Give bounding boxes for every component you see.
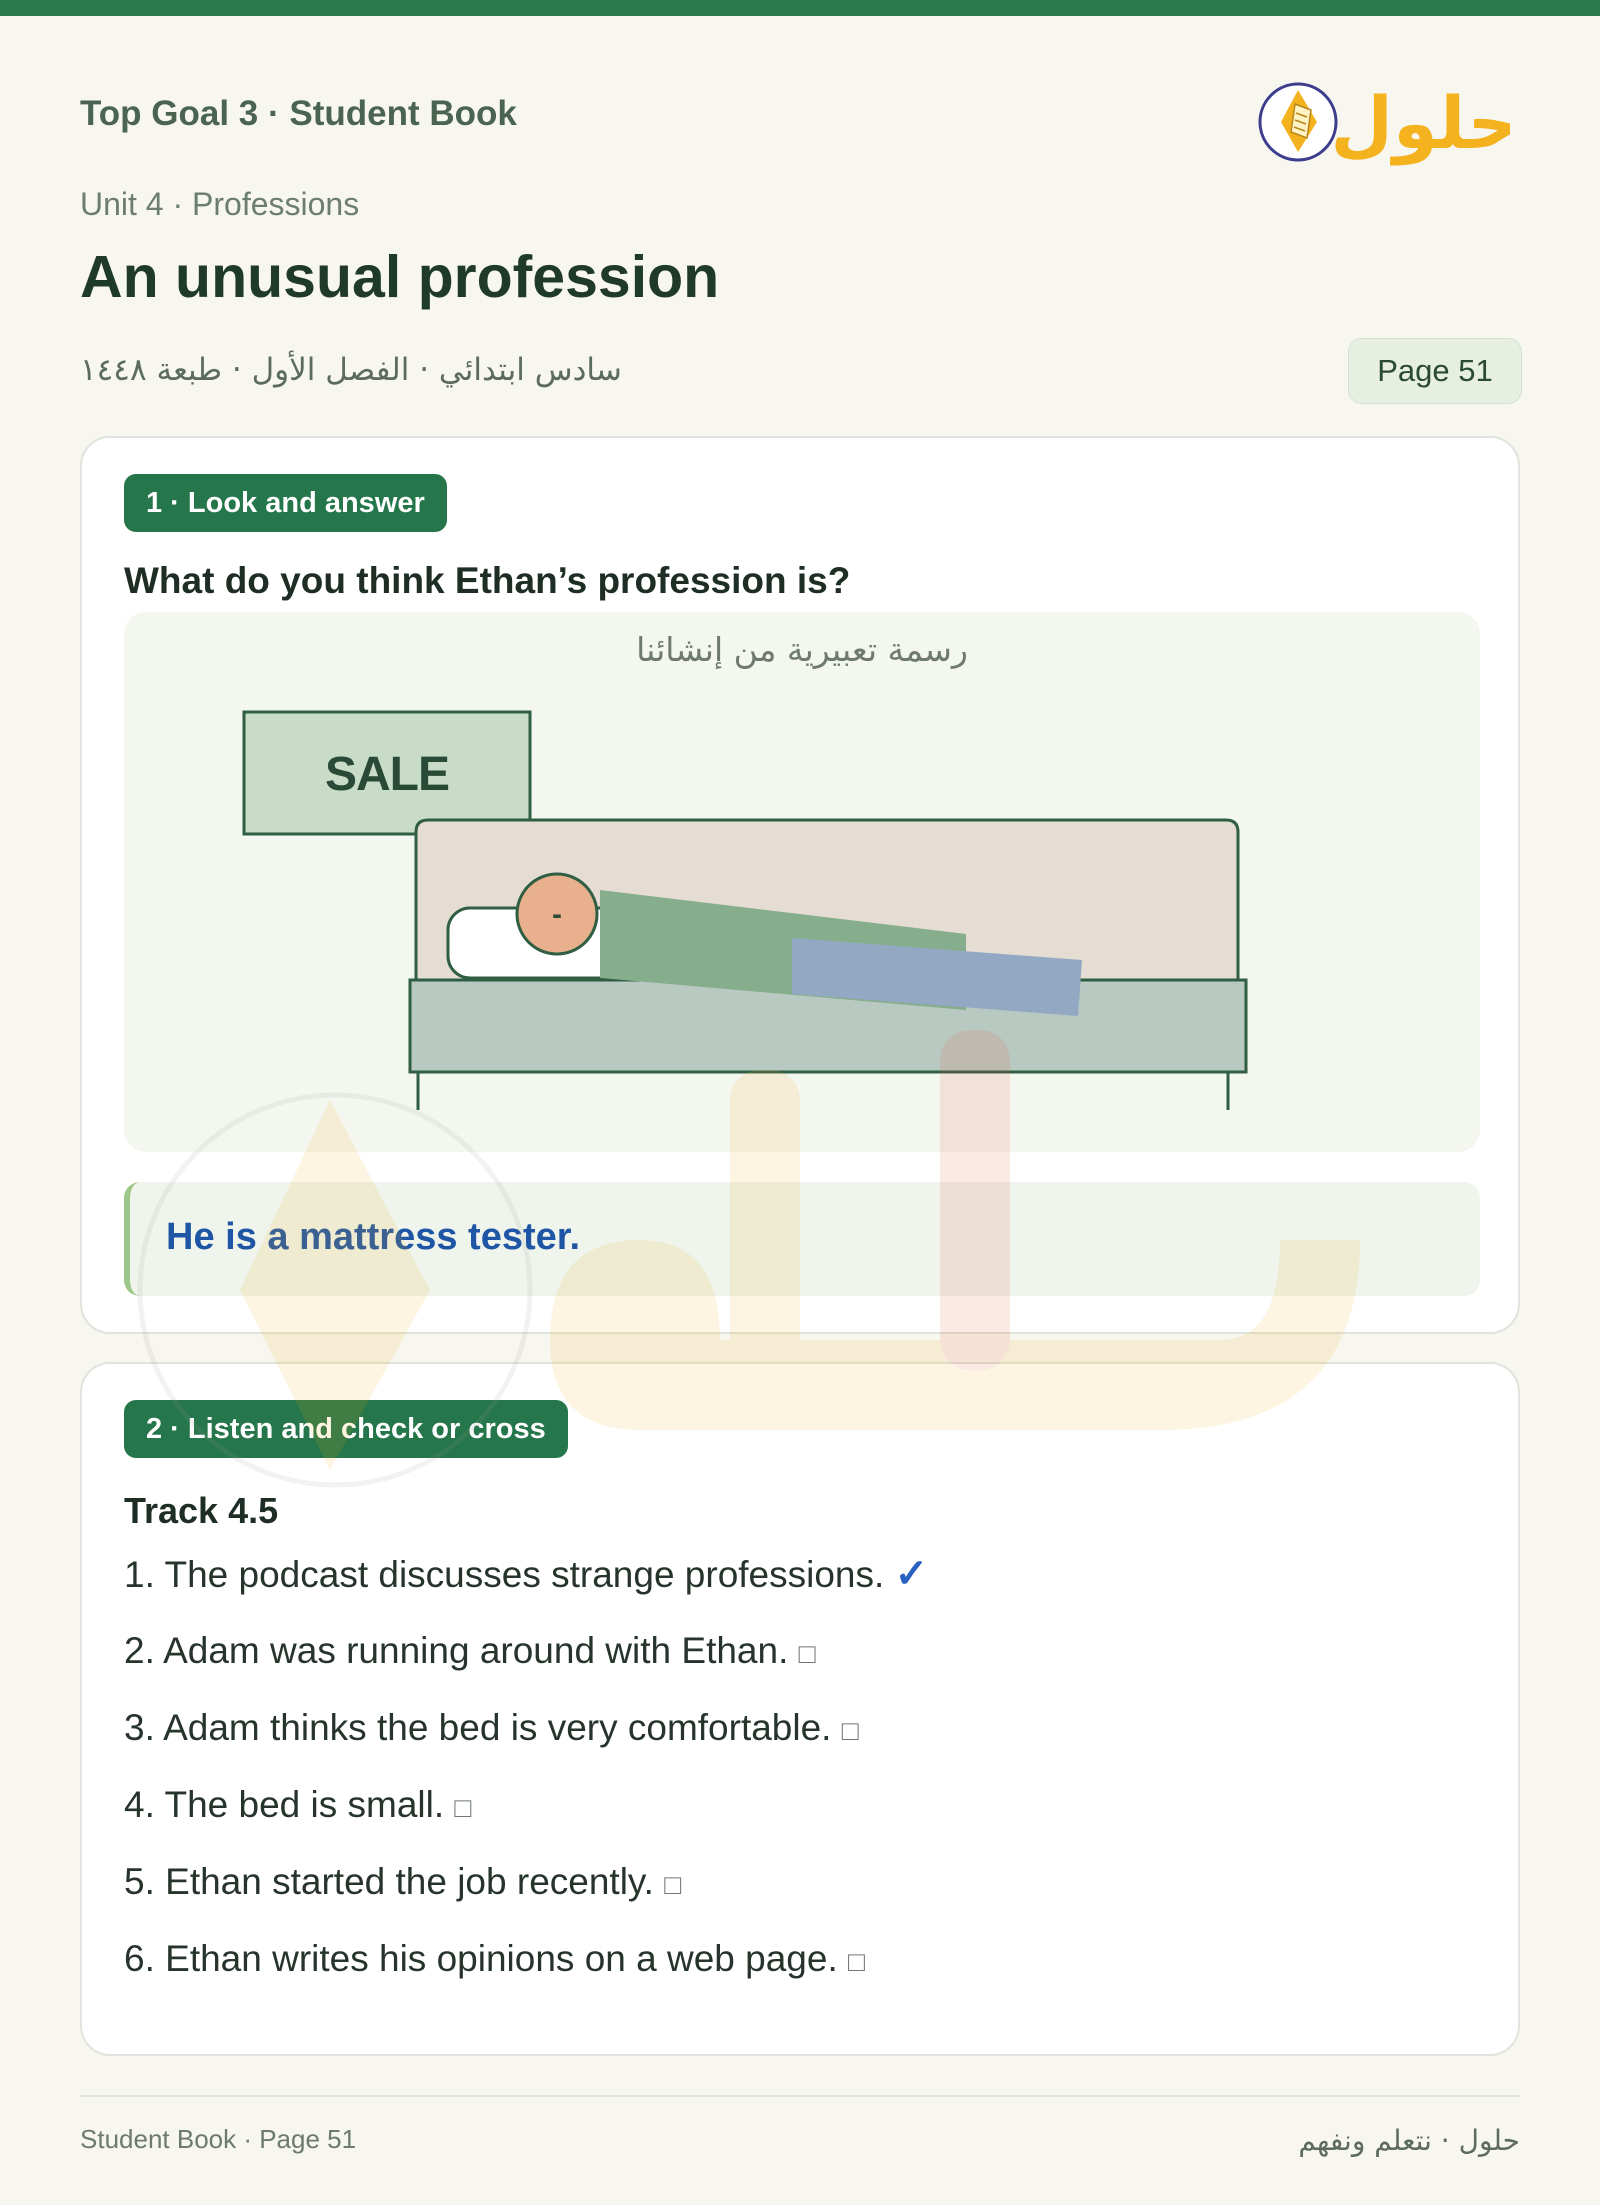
face-mark: - [552, 898, 562, 931]
illustration [124, 612, 1480, 1152]
statement-text: 4. The bed is small. [124, 1784, 445, 1825]
statement-item [124, 1858, 928, 1935]
answer-checkbox[interactable]: □ [848, 1946, 865, 1977]
listen-check-card [80, 1362, 1520, 2056]
grade-meta: سادس ابتدائي · الفصل الأول · طبعة ١٤٤٨ [80, 352, 622, 388]
answer-checkbox[interactable]: □ [664, 1869, 682, 1900]
question: What do you think Ethan’s profession is? [124, 560, 851, 601]
statement-item [124, 1935, 928, 2012]
statement-list [124, 1550, 928, 2012]
statement-item [124, 1627, 928, 1704]
lesson-title: An unusual profession [80, 244, 720, 310]
statement-item [124, 1550, 928, 1627]
answer-box [124, 1182, 1480, 1296]
footer-page-info: Student Book · Page 51 [80, 2124, 357, 2154]
statement-item [124, 1781, 928, 1858]
statement-text: 6. Ethan writes his opinions on a web page. [124, 1938, 838, 1979]
statement-text: 3. Adam thinks the bed is very comfortable. [124, 1707, 832, 1748]
statement-text: 2. Adam was running around with Ethan. [124, 1630, 789, 1671]
page-badge: Page 51 [1348, 338, 1522, 404]
illustration-caption: رسمة تعبيرية من إنشائنا [636, 630, 968, 669]
answer-checkbox[interactable]: □ [798, 1638, 816, 1669]
section-2-label: 2 · Listen and check or cross [124, 1400, 568, 1458]
answer-checkbox[interactable]: □ [841, 1715, 859, 1746]
footer-divider [80, 2095, 1520, 2097]
look-and-answer-card [80, 436, 1520, 1334]
statement-text: 1. The podcast discusses strange professions. [124, 1554, 885, 1595]
logo-text: حلول [1330, 81, 1510, 165]
footer-brand: حلول · نتعلم ونفهم [1298, 2124, 1520, 2157]
track-label: Track 4.5 [124, 1490, 279, 1531]
statement-item [124, 1704, 928, 1781]
check-mark[interactable]: ✓ [894, 1552, 929, 1596]
top-accent-bar [0, 0, 1600, 16]
section-1-label: 1 · Look and answer [124, 474, 447, 532]
answer-text: He is a mattress tester. [166, 1216, 581, 1258]
book-title: Top Goal 3 · Student Book [80, 94, 517, 133]
sale-sign [244, 712, 530, 834]
sale-sign-text: SALE [324, 748, 450, 801]
answer-checkbox[interactable]: □ [454, 1792, 472, 1823]
statement-text: 5. Ethan started the job recently. [124, 1861, 654, 1902]
halool-logo [1255, 60, 1510, 170]
unit-label: Unit 4 · Professions [80, 186, 360, 222]
